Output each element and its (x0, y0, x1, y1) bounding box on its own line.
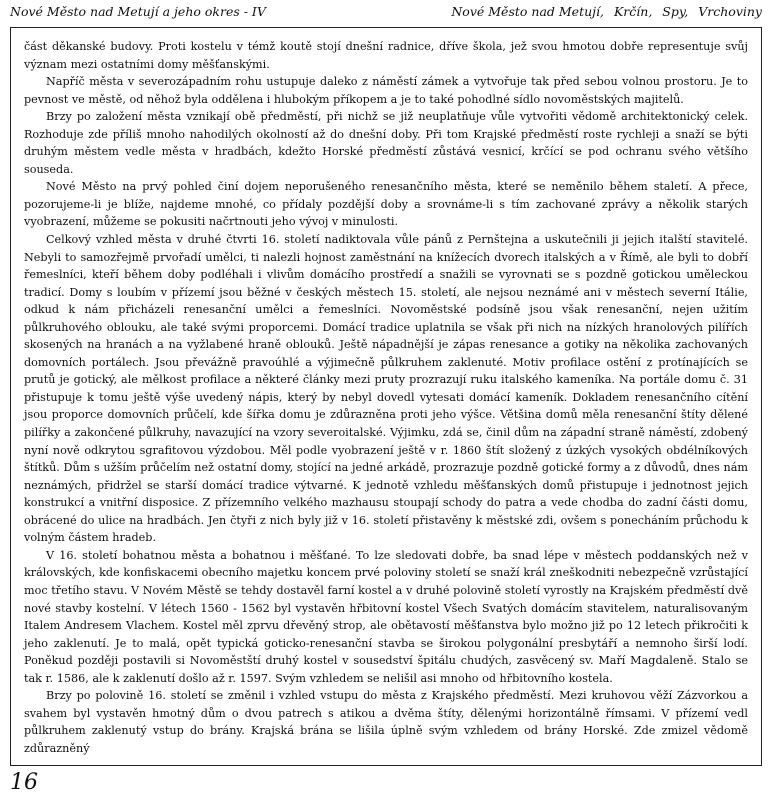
paragraph: Celkový vzhled města v druhé čtvrti 16. století nadiktovala vůle pánů z Pernštejna a uskutečnili ji jejich italští stavitelé. Nebyli to samozřejmě prvořadí umělci, ti nalezli hojnost zaměstnání na knížecích dvorech italských a v Římě, ale byli to dobří řemeslníci, kteří během doby podléhali i vlivům domácího prostředí a snažili se vyrovnati se s pozdně gotickou uměleckou tradicí. Domy s loubím v přízemí jsou běžné v českých městech 15. století, ale nejsou neznámé ani v městech severní Itálie, odkud k nám přicházeli renesanční umělci a řemeslníci. Novoměstské podsíně jsou však renesanční, nejen užitím půlkruhového oblouku, ale také svými proporcemi. Domácí tradice uplatnila se však při nich na nízkých hranolových pilířích skosených na hranách a na vyžlabené hraně oblouků. Ještě nápadnější je zápas renesance a gotiky na několika zachovaných domovních portálech. Jsou převážně pravoúhlé a výjimečně půlkruhem zaklenuté. Motiv profilace ostění z protínajících se prutů je gotický, ale mělkost profilace a některé články mezi pruty prozrazují ruku italského kameníka. Na portále domu č. 31 přistupuje k tomu ještě výše uvedený nápis, který by nebyl dovedl vytesati domácí kameník. Dokladem renesančního cítění jsou proporce domovních průčelí, kde šířka domu je zdůrazněna proti jeho výšce. Většina domů měla renesanční štíty dělené pilířky a zakončené půlkruhy, navazující na vzory severoitalské. Výjimku, zdá se, činil dům na západní straně náměstí, zdobený nyní nově odkrytou sgrafitovou výzdobou. Měl podle vyobrazení ještě v r. 1860 štít složený z úzkých vysokých obdélníkových štítků. Dům s užším průčelím než ostatní domy, stojící na jedné arkádě, prozrazuje pozdně gotické formy a z důvodů, dnes nám neznámých, přidržel se starší domácí tradice výtvarné. K jednotě vzhledu měšťanských domů přistupuje i jednotnost jejich konstrukcí a vnitřní disposice. Z přízemního velkého mazhausu stoupají schody do patra a vede chodba do zadní části domu, obrácené do ulice na hradbách. Jen čtyři z nich byly již v 16. století přistavěny k městské zdi, ovšem s ponecháním průchodu k volným částem hradeb. (24, 233, 748, 545)
paragraph: Brzy po polovině 16. století se změnil i vzhled vstupu do města z Krajského předměstí. Mezi kruhovou věží Zázvorkou a svahem byl vystavěn hmotný dům o dvou patrech s atikou a dvěma štíty, dělenými horizontálně římsami. V přízemí vedl půlkruhem zaklenutý vstup do brány. Krajská brána se lišila úplně svým vzhledem od brány Horské. Zde zmizel vědomě zdůrazněný (24, 689, 748, 755)
paragraph: Napříč města v severozápadním rohu ustupuje daleko z náměstí zámek a vytvořuje tak před sebou volnou prostoru. Je to pevnost ve městě, od něhož byla oddělena i hlubokým příkopem a je to také pohodlné sídlo novoměstských majitelů. (24, 75, 748, 106)
paragraph: část děkanské budovy. Proti kostelu v témž koutě stojí dnešní radnice, dříve škola, jež svou hmotou dobře representuje svůj význam mezi ostatními domy měšťanskými. (24, 40, 748, 71)
paragraph: Brzy po založení města vznikají obě předměstí, při nichž se již neuplatňuje vůle vytvořiti vědomě architektonický celek. Rozhoduje zde příliš mnoho nahodilých okolností až do dnešní doby. Při tom Krajské předměstí roste rychleji a snaží se býti druhým městem vedle města v hradbách, kdežto Horské předměstí zůstává vesnicí, krčící se pod ochranu svého většího souseda. (24, 110, 748, 176)
paragraph: V 16. století bohatnou města a bohatnou i měšťané. To lze sledovati dobře, ba snad lépe v městech poddanských než v královských, kde konfiskacemi obecního majetku koncem prvé poloviny století se snaží král zneškodniti nebezpečně vzrůstající moc třetího stavu. V Novém Městě se tehdy dostavěl farní kostel a v druhé polovině století vyrostly na Krajském předměstí dvě nové stavby kostelní. V létech 1560 - 1562 byl vystavěn hřbitovní kostel Všech Svatých domácím stavitelem, naturalisovaným Italem Andresem Vlachem. Kostel měl zprvu dřevěný strop, ale obětavostí měšťanstva bylo možno již po 12 letech přikročiti k jeho zaklenutí. Je to malá, opět typická goticko-renesanční stavba se širokou polygonální presbytáří a nemnoho širší lodí. Poněkud později postavili si Novoměstští druhý kostel v sousedství špitálu chudých, zasvěcený sv. Maří Magdaleně. Stalo se tak r. 1586, ale k zaklenutí došlo až r. 1597. Svým vzhledem se nelišil asi mnoho od hřbitovního kostela. (24, 548, 748, 685)
running-header (10, 4, 762, 22)
header-right-part: Nové Město nad Metují, (451, 4, 604, 19)
paragraph: Nové Město na prvý pohled činí dojem neporušeného renesančního města, které se neměnilo během staletí. A přece, pozorujeme-li je blíže, najdeme mnohé, co přídaly pozdější doby a srovnáme-li s tím zachované zprávy a několik starých vyobrazení, můžeme se pokusiti načrtnouti jeho vývoj v minulosti. (24, 180, 748, 229)
text-frame (10, 27, 762, 766)
header-right-title (445, 4, 762, 19)
header-left-title: Nové Město nad Metují a jeho okres - IV (10, 4, 266, 19)
page-number: 16 (10, 770, 38, 795)
header-right-part: Vrchoviny (698, 4, 762, 19)
header-right-part: Krčín, (613, 4, 653, 19)
header-right-part: Spy, (662, 4, 689, 19)
